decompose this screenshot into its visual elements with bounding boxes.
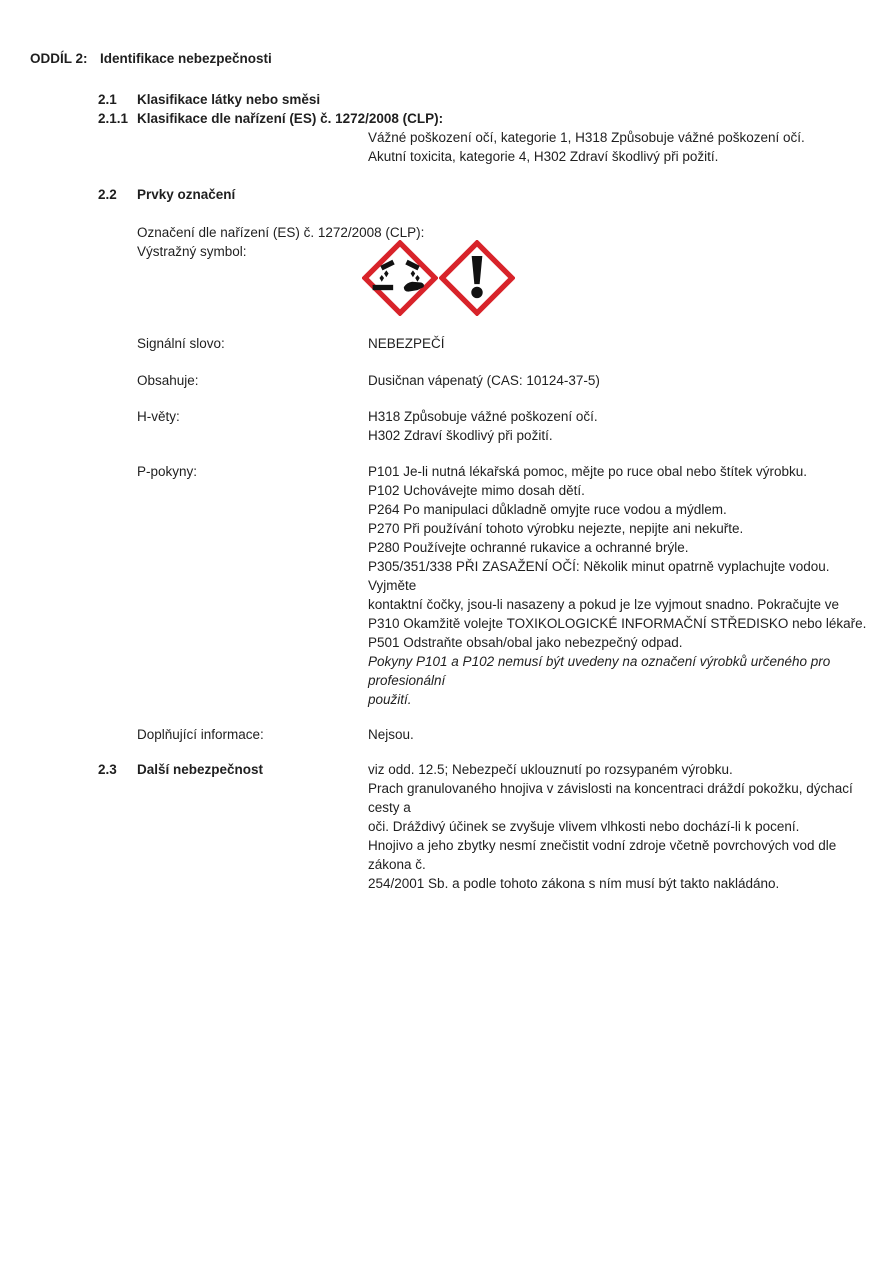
p-statement-line: P102 Uchovávejte mimo dosah dětí. [368, 483, 585, 498]
subsection-title: Prvky označení [137, 187, 236, 202]
other-hazards-lines [368, 760, 880, 893]
section-number: ODDÍL 2: [30, 51, 88, 66]
other-hazards-line: 254/2001 Sb. a podle tohoto zákona s ním musí být takto nakládáno. [368, 876, 780, 891]
warning-symbol-row [30, 242, 880, 316]
p-statement-line: P101 Je-li nutná lékařská pomoc, mějte po ruce obal nebo štítek výrobku. [368, 464, 807, 479]
subsection-2-1 [30, 90, 880, 109]
p-statement-line: kontaktní čočky, jsou-li nasazeny a pokud je lze vyjmout snadno. Pokračujte ve [368, 597, 839, 612]
signal-word-value: NEBEZPEČÍ [368, 336, 445, 351]
labeling-intro: Označení dle nařízení (ES) č. 1272/2008 (CLP): [137, 225, 425, 240]
ghs05-corrosion-icon [362, 240, 438, 316]
ghs-pictograms [362, 240, 880, 316]
additional-info-value: Nejsou. [368, 727, 414, 742]
contains-label: Obsahuje: [137, 373, 199, 388]
other-hazards-line: oči. Dráždivý účinek se zvyšuje vlivem vlhkosti nebo dochází-li k pocení. [368, 819, 800, 834]
h-statements-row [30, 407, 880, 445]
subsection-title: Klasifikace dle nařízení (ES) č. 1272/2008 (CLP): [137, 111, 444, 126]
additional-info-row [30, 725, 880, 744]
p-statement-line: P264 Po manipulaci důkladně omyjte ruce vodou a mýdlem. [368, 502, 727, 517]
p-statement-line: P310 Okamžitě volejte TOXIKOLOGICKÉ INFORMAČNÍ STŘEDISKO nebo lékaře. [368, 616, 867, 631]
additional-info-label: Doplňující informace: [137, 727, 264, 742]
subsection-2-2 [30, 185, 880, 204]
p-statements-row [30, 462, 880, 709]
signal-word-label: Signální slovo: [137, 336, 225, 351]
p-statements-label: P-pokyny: [137, 464, 198, 479]
subsection-title: Další nebezpečnost [137, 762, 264, 777]
classification-line: Vážné poškození očí, kategorie 1, H318 Způsobuje vážné poškození očí. [368, 130, 805, 145]
subsection-2-1-1 [30, 109, 880, 128]
subsection-number: 2.3 [98, 762, 117, 777]
contains-row [30, 371, 880, 390]
p-statement-line: P305/351/338 PŘI ZASAŽENÍ OČÍ: Několik minut opatrně vyplachujte vodou. Vyjměte [368, 559, 830, 593]
p-statement-line: P280 Používejte ochranné rukavice a ochranné brýle. [368, 540, 689, 555]
subsection-title: Klasifikace látky nebo směsi [137, 92, 321, 107]
other-hazards-line: viz odd. 12.5; Nebezpečí uklouznutí po rozsypaném výrobku. [368, 762, 733, 777]
p-statement-line: P501 Odstraňte obsah/obal jako nebezpečný odpad. [368, 635, 683, 650]
section-header [30, 49, 880, 68]
ghs07-exclamation-icon [439, 240, 515, 316]
contains-value: Dusičnan vápenatý (CAS: 10124-37-5) [368, 373, 600, 388]
subsection-number: 2.2 [98, 187, 117, 202]
signal-word-row [30, 334, 880, 353]
classification-lines [30, 128, 880, 166]
p-statement-line: P270 Při používání tohoto výrobku nejezte, nepijte ani nekuřte. [368, 521, 744, 536]
subsection-2-3 [30, 760, 880, 893]
p-statement-note-line: použití. [368, 692, 412, 707]
h-statements-label: H-věty: [137, 409, 180, 424]
h-statement-line: H302 Zdraví škodlivý při požití. [368, 428, 553, 443]
other-hazards-line: Hnojivo a jeho zbytky nesmí znečistit vodní zdroje včetně povrchových vod dle zákona č. [368, 838, 837, 872]
p-statements-lines [368, 462, 880, 709]
other-hazards-line: Prach granulovaného hnojiva v závislosti na koncentraci dráždí pokožku, dýchací cesty a [368, 781, 853, 815]
h-statements-lines [368, 407, 880, 445]
subsection-number: 2.1.1 [98, 111, 129, 126]
h-statement-line: H318 Způsobuje vážné poškození očí. [368, 409, 598, 424]
classification-line: Akutní toxicita, kategorie 4, H302 Zdraví škodlivý při požití. [368, 149, 719, 164]
subsection-number: 2.1 [98, 92, 117, 107]
warning-symbol-label: Výstražný symbol: [137, 244, 247, 259]
section-title: Identifikace nebezpečnosti [100, 51, 272, 66]
p-statement-note-line: Pokyny P101 a P102 nemusí být uvedeny na označení výrobků určeného pro profesionální [368, 654, 831, 688]
